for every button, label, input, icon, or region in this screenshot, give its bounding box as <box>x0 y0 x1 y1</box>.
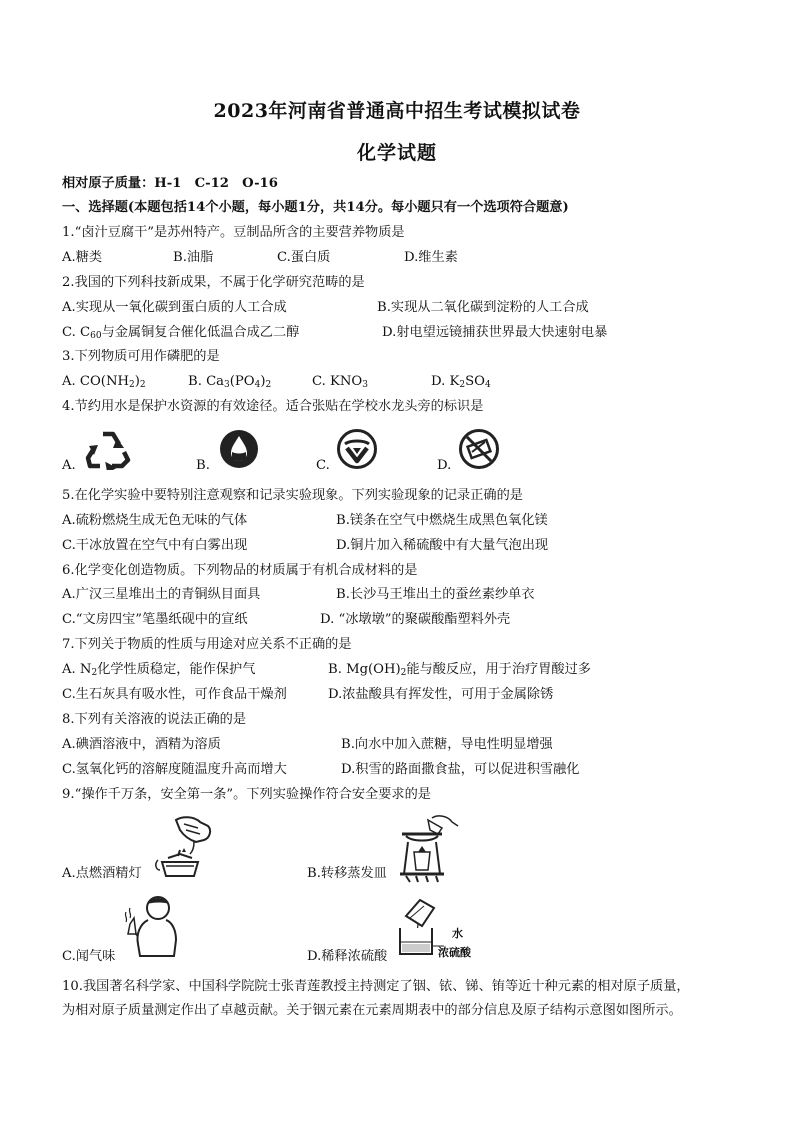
q7-option-b: B. $Mg(OH)_2$能与酸反应，用于治疗胃酸过多 <box>328 662 591 678</box>
q7-stem: 7.下列关于物质的性质与用途对应关系不正确的是 <box>62 637 352 652</box>
q8-option-a: A.碘酒溶液中，酒精为溶质 <box>62 737 221 752</box>
q9-option-c: C.闻气味 <box>62 949 116 964</box>
q8-options-row1 <box>62 737 762 753</box>
q9-option-a: A.点燃酒精灯 <box>62 866 142 881</box>
q2-option-c: C. $C_{60}$与金属铜复合催化低温合成乙二醇 <box>62 325 300 341</box>
exam-subtitle: 化学试题 <box>356 142 437 164</box>
q7-options-row2 <box>62 687 762 703</box>
q8-option-d: D.积雪的路面撒食盐，可以促进积雪融化 <box>341 762 580 777</box>
q1-option-b: B.油脂 <box>173 250 214 265</box>
q2-option-b: B.实现从二氧化碳到淀粉的人工合成 <box>377 300 589 315</box>
exam-title: 2023年河南省普通高中招生考试模拟试卷 <box>213 100 581 122</box>
evaporating-dish-transfer-picture <box>392 812 464 884</box>
q6-option-b: B.长沙马王堆出土的蚕丝素纱单衣 <box>336 587 535 602</box>
q9-stem: 9.“操作千万条，安全第一条”。下列实验操作符合安全要求的是 <box>62 787 431 802</box>
acid-label: 浓硫酸 <box>438 946 471 959</box>
q7-options-row1 <box>62 662 762 678</box>
q1-option-a: A.糖类 <box>62 250 103 265</box>
alcohol-lamp-lighting-picture <box>150 814 222 880</box>
q4-option-b-label: B. <box>196 458 210 473</box>
q1-option-c: C.蛋白质 <box>277 250 331 265</box>
q9-option-b: B.转移蒸发皿 <box>307 866 387 881</box>
q3-option-a: A. $CO(NH_2)_2$ <box>62 374 146 390</box>
q8-option-b: B.向水中加入蔗糖，导电性明显增强 <box>341 737 553 752</box>
q5-stem: 5.在化学实验中要特别注意观察和记录实验现象。下列实验现象的记录正确的是 <box>62 488 523 503</box>
section-heading: 一、选择题(本题包括14个小题，每小题1分，共14分。每小题只有一个选项符合题意) <box>62 200 569 215</box>
smelling-gas-picture <box>120 894 184 960</box>
q2-options-row2 <box>62 325 762 341</box>
q3-options <box>62 374 762 390</box>
q5-option-a: A.硫粉燃烧生成无色无味的气体 <box>62 513 248 528</box>
q2-options-row1 <box>62 300 762 316</box>
water-label: 水 <box>452 927 463 940</box>
q2-option-a: A.实现从一氧化碳到蛋白质的人工合成 <box>62 300 287 315</box>
q4-option-a-label: A. <box>62 458 76 473</box>
q6-option-d: D. “冰墩墩”的聚碳酸酯塑料外壳 <box>320 612 511 627</box>
q2-stem: 2.我国的下列科技新成果，不属于化学研究范畴的是 <box>62 275 365 290</box>
q5-option-b: B.镁条在空气中燃烧生成黑色氧化镁 <box>336 513 548 528</box>
q7-option-d: D.浓盐酸具有挥发性，可用于金属除锈 <box>328 687 554 702</box>
q10-line1: 10.我国著名科学家、中国科学院院士张青莲教授主持测定了铟、铱、锑、铕等近十种元素的相对原子质量， <box>62 979 690 994</box>
q8-option-c: C.氢氧化钙的溶解度随温度升高而增大 <box>62 762 287 777</box>
q6-stem: 6.化学变化创造物质。下列物品的材质属于有机合成材料的是 <box>62 563 418 578</box>
q3-option-c: C. $KNO_3$ <box>312 374 368 390</box>
q7-option-a: A. $N_2$化学性质稳定，能作保护气 <box>62 662 256 678</box>
atomic-mass-line: 相对原子质量：H-1 C-12 O-16 <box>62 176 278 191</box>
q1-stem: 1.“卤汁豆腐干”是苏州特产。豆制品所含的主要营养物质是 <box>62 225 405 240</box>
q5-option-d: D.铜片加入稀硫酸中有大量气泡出现 <box>336 538 549 553</box>
q4-option-c-label: C. <box>316 458 330 473</box>
q6-options-row1 <box>62 587 762 603</box>
q6-options-row2 <box>62 612 762 628</box>
q8-stem: 8.下列有关溶液的说法正确的是 <box>62 712 247 727</box>
recycle-icon <box>84 428 132 470</box>
q4-stem: 4.节约用水是保护水资源的有效途径。适合张贴在学校水龙头旁的标识是 <box>62 399 484 414</box>
q1-options <box>62 250 762 266</box>
q5-option-c: C.干冰放置在空气中有白雾出现 <box>62 538 248 553</box>
q5-options-row2 <box>62 538 762 554</box>
q3-option-d: D. $K_2SO_4$ <box>431 374 491 390</box>
q4-option-d-label: D. <box>437 458 452 473</box>
q6-option-a: A.广汉三星堆出土的青铜纵目面具 <box>62 587 261 602</box>
q2-option-d: D.射电望远镜捕获世界最大快速射电暴 <box>382 325 608 340</box>
q7-option-c: C.生石灰具有吸水性，可作食品干燥剂 <box>62 687 287 702</box>
q1-option-d: D.维生素 <box>404 250 458 265</box>
q3-stem: 3.下列物质可用作磷肥的是 <box>62 349 220 364</box>
q6-option-c: C.“文房四宝”笔墨纸砚中的宣纸 <box>62 612 248 627</box>
q5-options-row1 <box>62 513 762 529</box>
water-drop-icon <box>218 428 260 470</box>
no-smoking-like-icon <box>458 428 500 470</box>
q3-option-b: B. $Ca_3(PO_4)_2$ <box>188 374 272 390</box>
water-saving-icon <box>336 428 378 470</box>
q9-option-d: D.稀释浓硫酸 <box>307 949 388 964</box>
q10-line2: 为相对原子质量测定作出了卓越贡献。关于铟元素在元素周期表中的部分信息及原子结构示意图如图所示。 <box>62 1003 682 1018</box>
q8-options-row2 <box>62 762 762 778</box>
